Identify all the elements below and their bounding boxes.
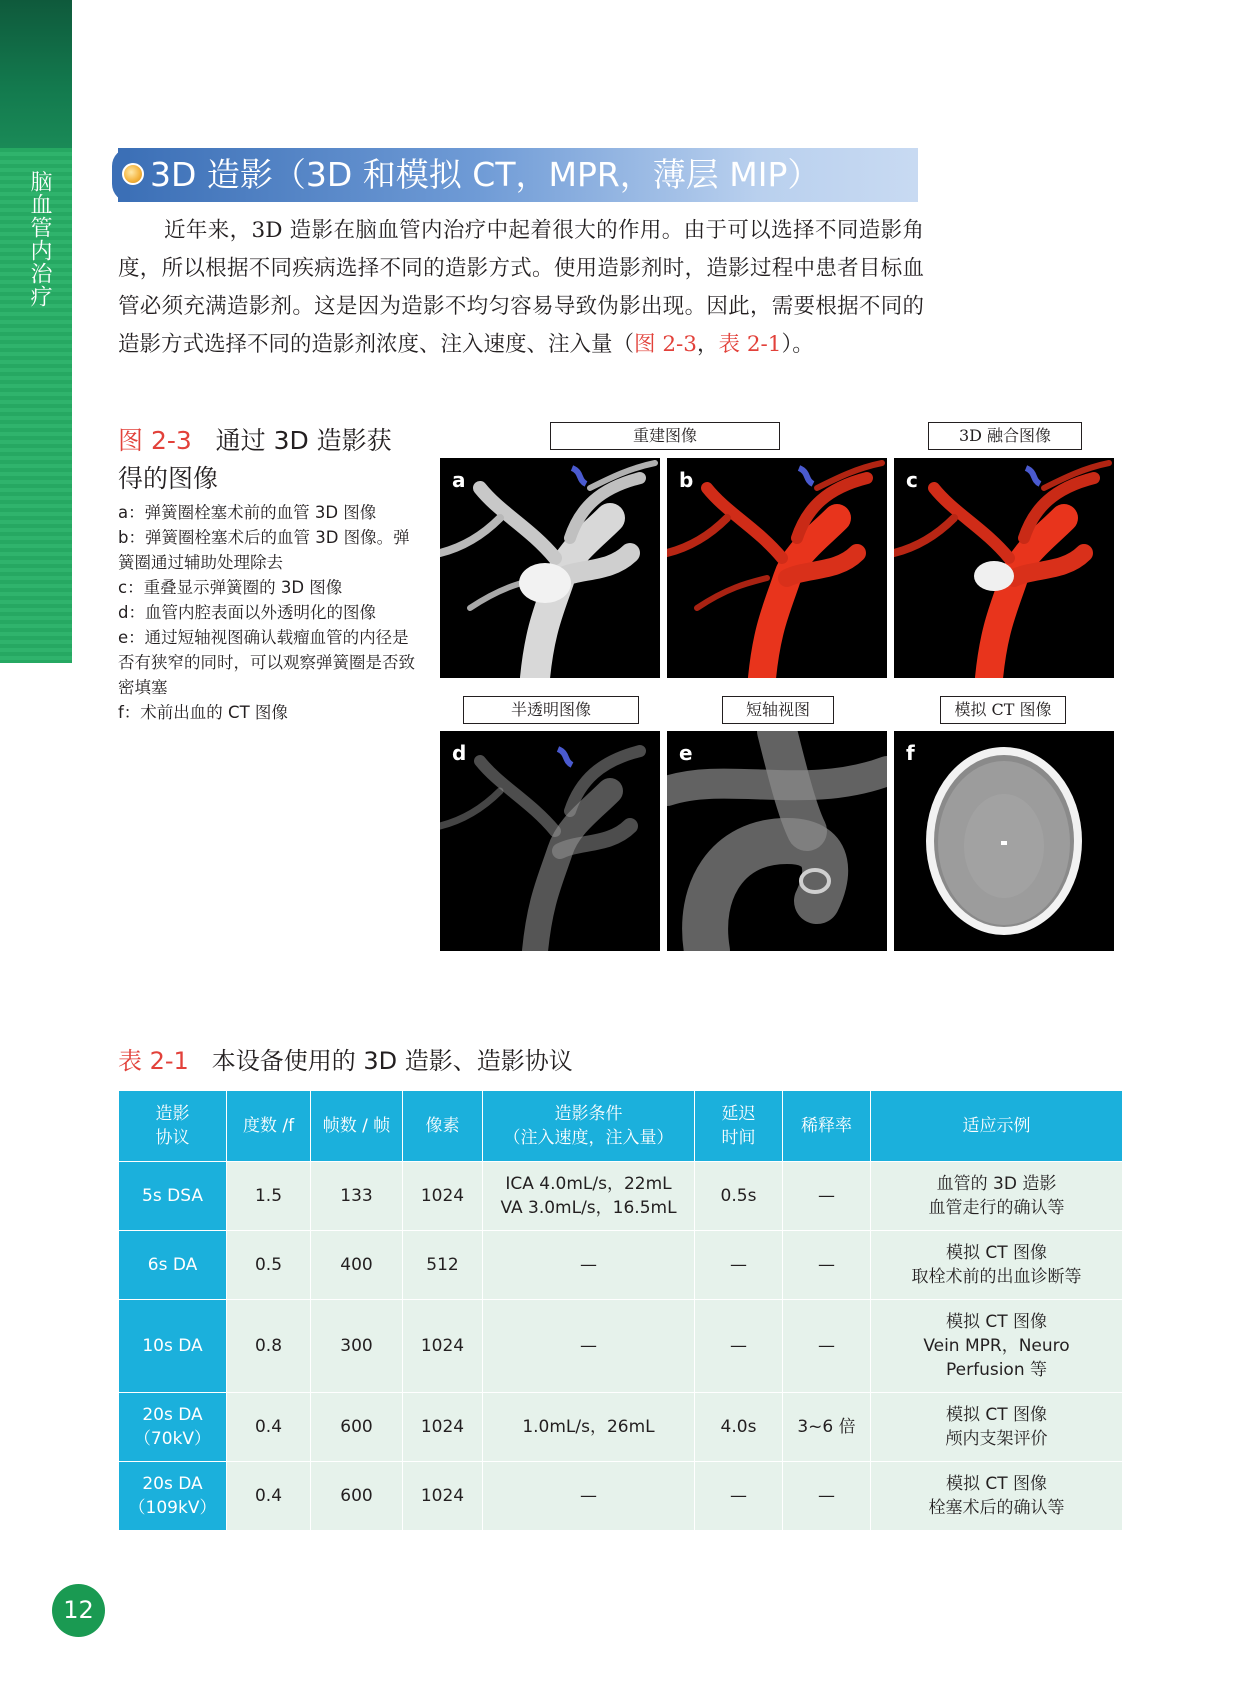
cell: 1024	[403, 1300, 483, 1393]
cell: —	[483, 1231, 695, 1300]
chapter-tab-label: 脑血管内治疗	[27, 170, 52, 308]
cell: 模拟 CT 图像 颅内支架评价	[871, 1393, 1123, 1462]
header-indication: 适应示例	[871, 1091, 1123, 1162]
label-reconstructed: 重建图像	[550, 422, 780, 450]
page-number: 12	[52, 1584, 105, 1637]
cell: —	[783, 1231, 871, 1300]
panel-e-image	[667, 731, 887, 951]
caption-item: a：弹簧圈栓塞术前的血管 3D 图像	[118, 503, 377, 522]
caption-item: b：弹簧圈栓塞术后的血管 3D 图像。弹簧圈通过辅助处理除去	[118, 528, 410, 572]
cell: 1024	[403, 1162, 483, 1231]
cell: 1.5	[227, 1162, 311, 1231]
cell-protocol: 20s DA （70kV）	[119, 1393, 227, 1462]
section-bullet-icon	[122, 163, 144, 185]
table-header-row	[119, 1091, 1123, 1162]
table-row	[119, 1162, 1123, 1231]
header-degree: 度数 /f	[227, 1091, 311, 1162]
intro-paragraph	[118, 212, 924, 364]
figure-caption-title	[118, 422, 418, 498]
cell: 300	[311, 1300, 403, 1393]
cell: 600	[311, 1462, 403, 1531]
cell-protocol: 10s DA	[119, 1300, 227, 1393]
cell: —	[783, 1462, 871, 1531]
table-number: 表 2-1	[118, 1047, 189, 1075]
cell: 400	[311, 1231, 403, 1300]
table-row	[119, 1462, 1123, 1531]
label-translucent: 半透明图像	[463, 696, 639, 724]
cell: 3~6 倍	[783, 1393, 871, 1462]
intro-text: 近年来，3D 造影在脑血管内治疗中起着很大的作用。由于可以选择不同造影角度，所以根据不同疾病选择不同的造影方式。使用造影剂时，造影过程中患者目标血管必须充满造影剂。这是因为造影不均匀容易导致伪影出现。因此，需要根据不同的造影方式选择不同的造影剂浓度、注入速度、注入量（	[118, 218, 924, 357]
figure-title-line1: 通过 3D 造影获	[215, 426, 392, 455]
figure-title-line2: 得的图像	[118, 464, 219, 493]
cell-protocol: 20s DA （109kV）	[119, 1462, 227, 1531]
cell: 0.4	[227, 1393, 311, 1462]
cell: 1024	[403, 1462, 483, 1531]
cell: —	[695, 1462, 783, 1531]
cell: 512	[403, 1231, 483, 1300]
figure-number: 图 2-3	[118, 426, 192, 455]
cell: —	[483, 1300, 695, 1393]
panel-d-image	[440, 731, 660, 951]
table-title	[118, 1043, 573, 1079]
figure-reference-link[interactable]: 图 2-3	[634, 332, 697, 357]
cell-protocol: 6s DA	[119, 1231, 227, 1300]
cell: 0.8	[227, 1300, 311, 1393]
section-title: 3D 造影（3D 和模拟 CT，MPR，薄层 MIP）	[150, 155, 821, 194]
label-short-axis: 短轴视图	[722, 696, 834, 724]
panel-letter: a	[452, 468, 466, 492]
cell: 模拟 CT 图像 栓塞术后的确认等	[871, 1462, 1123, 1531]
table-row	[119, 1393, 1123, 1462]
cell: 4.0s	[695, 1393, 783, 1462]
cell: 0.4	[227, 1462, 311, 1531]
table-row	[119, 1231, 1123, 1300]
label-fusion: 3D 融合图像	[928, 422, 1082, 450]
header-frames: 帧数 / 帧	[311, 1091, 403, 1162]
panel-f-image	[894, 731, 1114, 951]
cell: —	[695, 1231, 783, 1300]
header-delay: 延迟 时间	[695, 1091, 783, 1162]
header-dilution: 稀释率	[783, 1091, 871, 1162]
intro-separator: ，	[696, 332, 719, 357]
cell: 600	[311, 1393, 403, 1462]
cell: —	[783, 1300, 871, 1393]
panel-a-image	[440, 458, 660, 678]
header-pixels: 像素	[403, 1091, 483, 1162]
cell: 1.0mL/s，26mL	[483, 1393, 695, 1462]
panel-letter: c	[906, 468, 918, 492]
caption-item: c：重叠显示弹簧圈的 3D 图像	[118, 578, 343, 597]
cell-protocol: 5s DSA	[119, 1162, 227, 1231]
panel-letter: d	[452, 741, 467, 765]
panel-letter: e	[679, 741, 693, 765]
table-title-text: 本设备使用的 3D 造影、造影协议	[211, 1047, 573, 1075]
panel-letter: f	[906, 741, 915, 765]
cell: 1024	[403, 1393, 483, 1462]
cell: 模拟 CT 图像 取栓术前的出血诊断等	[871, 1231, 1123, 1300]
cell: ICA 4.0mL/s，22mL VA 3.0mL/s，16.5mL	[483, 1162, 695, 1231]
cell: 133	[311, 1162, 403, 1231]
caption-item: d：血管内腔表面以外透明化的图像	[118, 603, 376, 622]
cell: —	[783, 1162, 871, 1231]
panel-c-image	[894, 458, 1114, 678]
cell: 0.5s	[695, 1162, 783, 1231]
cell: 模拟 CT 图像 Vein MPR，Neuro Perfusion 等	[871, 1300, 1123, 1393]
panel-b-image	[667, 458, 887, 678]
label-simulated-ct: 模拟 CT 图像	[940, 696, 1066, 724]
header-conditions: 造影条件 （注入速度，注入量）	[483, 1091, 695, 1162]
table-reference-link[interactable]: 表 2-1	[718, 332, 782, 357]
cell: 血管的 3D 造影 血管走行的确认等	[871, 1162, 1123, 1231]
figure-caption-list	[118, 500, 418, 725]
panel-letter: b	[679, 468, 694, 492]
table-row	[119, 1300, 1123, 1393]
cell: —	[483, 1462, 695, 1531]
cell: —	[695, 1300, 783, 1393]
caption-item: e：通过短轴视图确认载瘤血管的内径是否有狭窄的同时，可以观察弹簧圈是否致密填塞	[118, 628, 415, 697]
header-protocol: 造影 协议	[119, 1091, 227, 1162]
caption-item: f：术前出血的 CT 图像	[118, 703, 288, 722]
protocol-table	[118, 1090, 1123, 1531]
intro-text-end: ）。	[781, 332, 814, 357]
chapter-band-top	[0, 0, 72, 148]
cell: 0.5	[227, 1231, 311, 1300]
